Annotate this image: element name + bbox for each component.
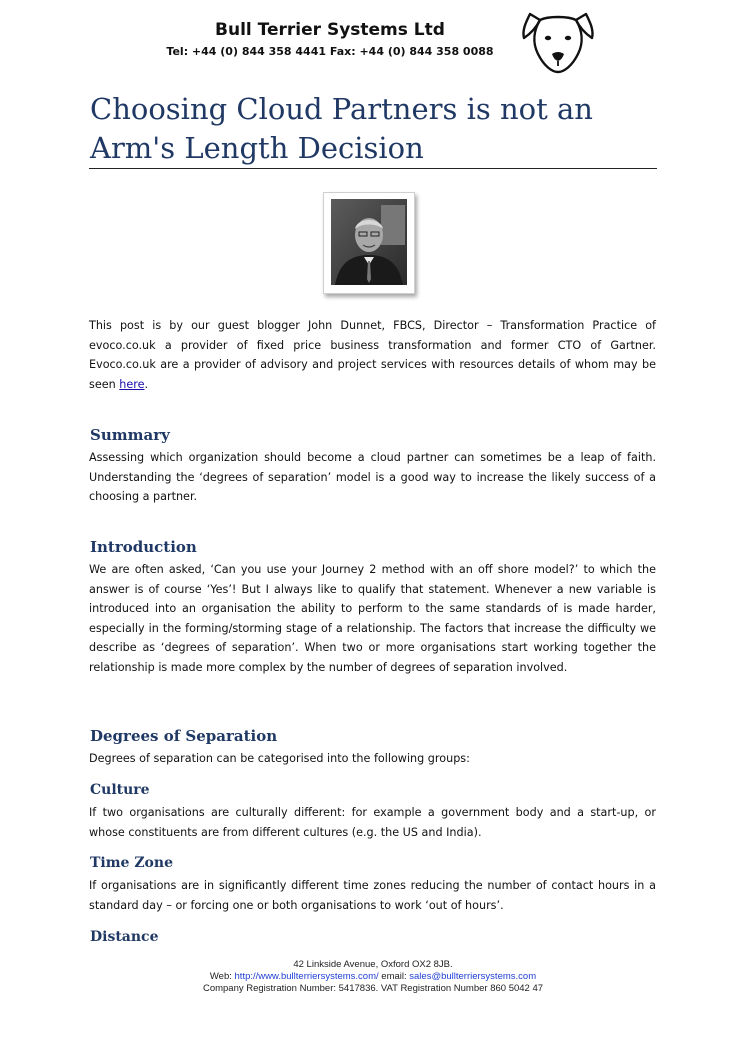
document-title bbox=[90, 90, 650, 168]
intro-trailing: . bbox=[144, 377, 149, 391]
footer-web-label: Web: bbox=[209, 971, 235, 982]
culture-heading: Culture bbox=[90, 782, 150, 798]
title-line-1: Choosing Cloud Partners is not an bbox=[90, 92, 593, 126]
summary-paragraph: Assessing which organization should become a cloud partner can sometimes be a leap of faith. Understanding the ‘degrees of separation’ model is a good way to increase the likely success of a choosing a partner. bbox=[89, 451, 656, 504]
footer-address: 42 Linkside Avenue, Oxford OX2 8JB. bbox=[293, 959, 453, 970]
company-contact: Tel: +44 (0) 844 358 4441 Fax: +44 (0) 844 358 0088 bbox=[166, 45, 494, 58]
timezone-paragraph: If organisations are in significantly different time zones reducing the number of contact hours in a standard day – or forcing one or both organisations to work ‘out of hours’. bbox=[89, 879, 656, 912]
title-divider bbox=[89, 168, 657, 169]
degrees-heading: Degrees of Separation bbox=[90, 727, 278, 745]
timezone-heading: Time Zone bbox=[90, 855, 173, 871]
footer-email-label: email: bbox=[378, 971, 410, 982]
introduction-heading: Introduction bbox=[90, 538, 197, 556]
bull-terrier-logo-icon bbox=[516, 8, 600, 76]
introduction-paragraph: We are often asked, ‘Can you use your Journey 2 method with an off shore model?’ to which the answer is of course ‘Yes’! But I always like to qualify that statement. Whenever a new variable is introduced into an organisation the ability to perform to the same standards of is made harder, especially in the forming/storming stage of a relationship. The factors that increase the difficulty we describe as ‘degrees of separation’. When two or more organisations start working together the relationship is made more complex by the number of degrees of separation involved. bbox=[89, 563, 656, 674]
footer-email-link[interactable]: sales@bullterriersystems.com bbox=[409, 971, 537, 982]
degrees-paragraph: Degrees of separation can be categorised into the following groups: bbox=[89, 752, 470, 765]
culture-paragraph: If two organisations are culturally different: for example a government body and a start-up, or whose constituents are from different cultures (e.g. the US and India). bbox=[89, 806, 656, 839]
company-name: Bull Terrier Systems Ltd bbox=[215, 20, 445, 40]
summary-heading: Summary bbox=[90, 426, 170, 444]
footer-registration: Company Registration Number: 5417836. VAT Registration Number 860 5042 47 bbox=[202, 983, 544, 994]
author-photo bbox=[323, 192, 415, 294]
intro-paragraph bbox=[89, 316, 656, 394]
intro-text: This post is by our guest blogger John Dunnet, FBCS, Director – Transformation Practice of evoco.co.uk a provider of fixed price business transformation and former CTO of Gartner. Evoco.co.uk are a provider of advisory and project services with resources details of whom may be seen bbox=[89, 319, 656, 391]
distance-heading: Distance bbox=[90, 929, 159, 945]
here-link[interactable]: here bbox=[119, 377, 145, 391]
footer-web-line bbox=[120, 971, 626, 983]
footer-web-link[interactable]: http://www.bullterriersystems.com/ bbox=[234, 971, 379, 982]
title-line-2: Arm's Length Decision bbox=[90, 131, 424, 165]
